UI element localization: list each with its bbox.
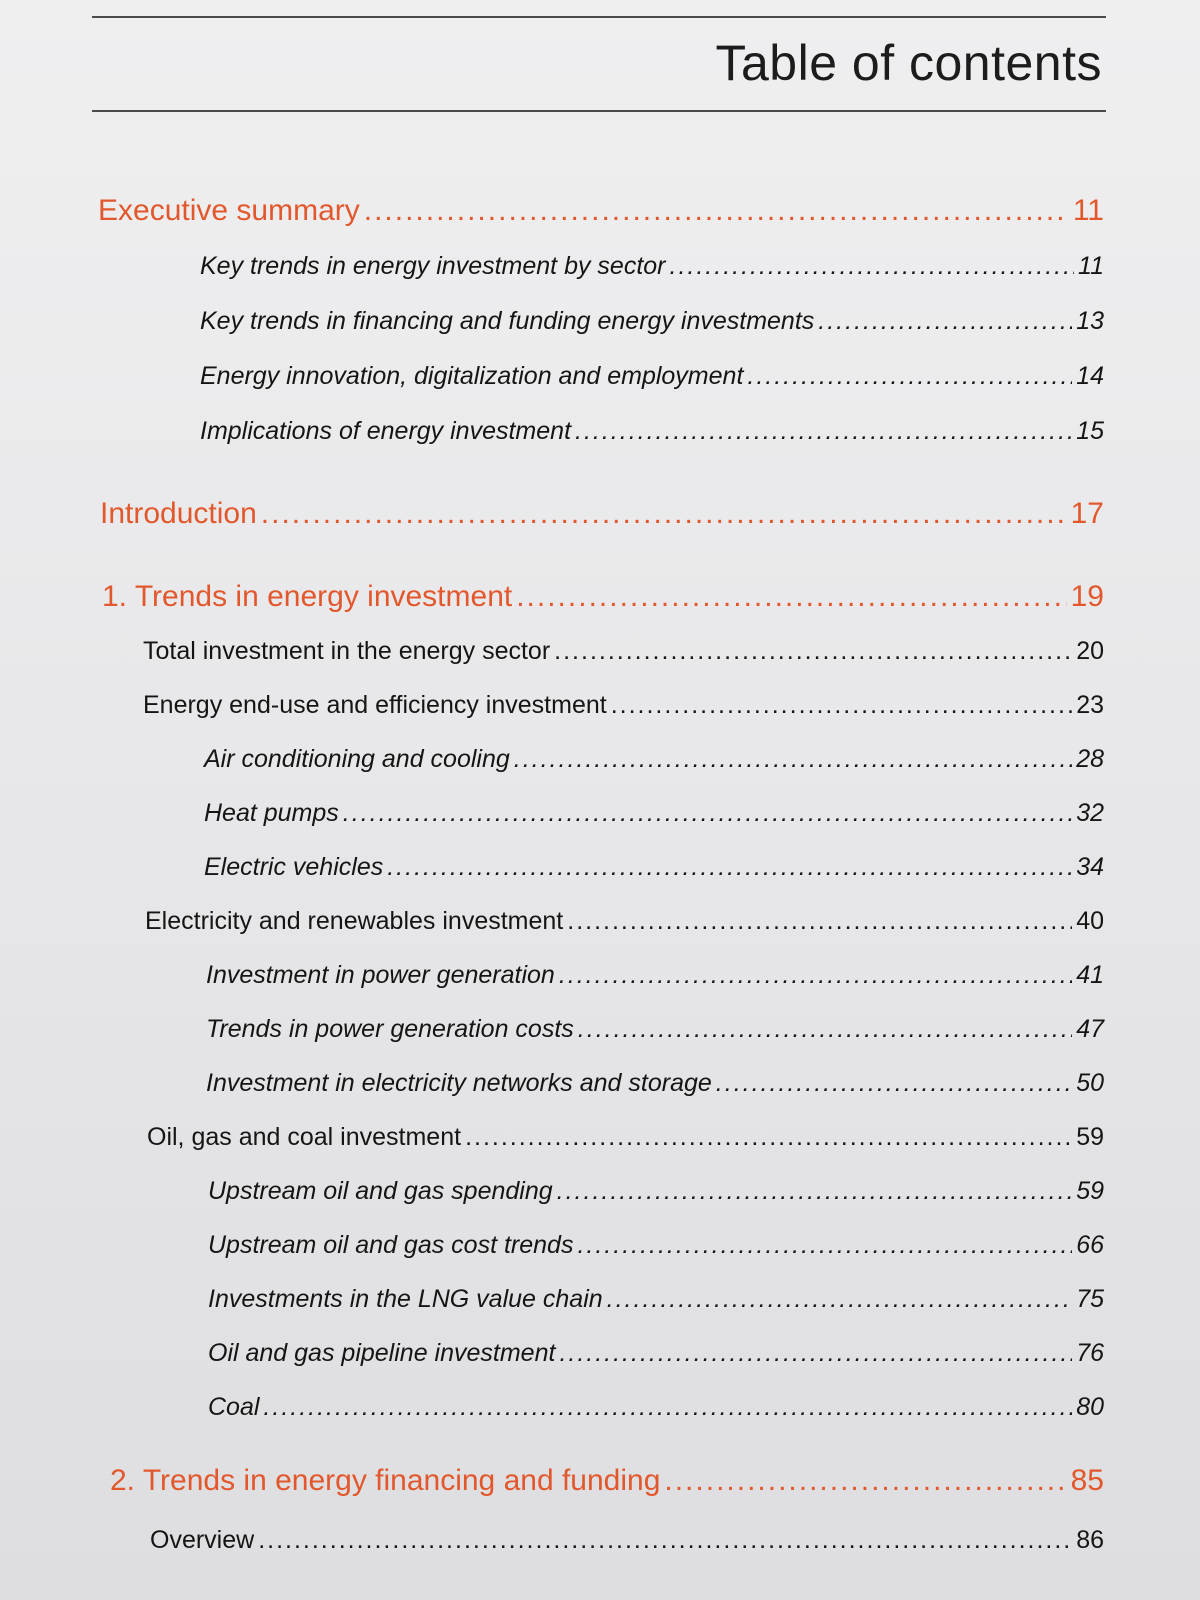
toc-subsection-electric-vehicles[interactable]	[204, 853, 1104, 882]
dot-leader	[263, 1393, 1072, 1422]
toc-section-total-investment[interactable]	[143, 637, 1104, 666]
toc-label: Key trends in financing and funding energy investments	[200, 307, 815, 335]
toc-page-number: 28	[1076, 745, 1104, 773]
dot-leader	[557, 1177, 1073, 1206]
toc-section-electricity-renewables[interactable]	[145, 907, 1104, 936]
toc-subsection-pipeline-investment[interactable]	[208, 1339, 1104, 1368]
toc-label: Heat pumps	[204, 799, 339, 827]
toc-subsection-key-trends-financing[interactable]	[200, 307, 1104, 336]
toc-section-end-use[interactable]	[143, 691, 1104, 720]
dot-leader	[387, 853, 1072, 882]
title-rule	[92, 110, 1106, 112]
dot-leader	[670, 252, 1075, 281]
toc-page-number: 19	[1070, 580, 1104, 613]
toc-section-overview[interactable]	[150, 1526, 1104, 1555]
dot-leader	[747, 362, 1072, 391]
toc-label: Key trends in energy investment by sector	[200, 252, 666, 280]
toc-label: Energy end-use and efficiency investment	[143, 691, 607, 719]
toc-subsection-coal[interactable]	[208, 1393, 1104, 1422]
toc-page-number: 32	[1076, 799, 1104, 827]
toc-label: Introduction	[100, 497, 257, 530]
toc-page-number: 14	[1076, 362, 1104, 390]
toc-page-number: 11	[1078, 252, 1104, 280]
dot-leader	[559, 961, 1072, 990]
toc-page-number: 40	[1076, 907, 1104, 935]
toc-subsection-key-trends-sector[interactable]	[200, 252, 1104, 281]
dot-leader	[818, 307, 1072, 336]
toc-label: Coal	[208, 1393, 260, 1421]
dot-leader	[554, 637, 1072, 666]
toc-subsection-implications[interactable]	[200, 417, 1104, 446]
toc-label: Oil and gas pipeline investment	[208, 1339, 556, 1367]
dot-leader	[258, 1526, 1072, 1555]
dot-leader	[575, 417, 1072, 446]
toc-label: Total investment in the energy sector	[143, 637, 551, 665]
toc-subsection-heat-pumps[interactable]	[204, 799, 1104, 828]
toc-label: Upstream oil and gas spending	[208, 1177, 553, 1205]
toc-subsection-upstream-cost-trends[interactable]	[208, 1231, 1104, 1260]
toc-page-number: 47	[1076, 1015, 1104, 1043]
toc-subsection-power-generation[interactable]	[206, 961, 1104, 990]
dot-leader	[261, 497, 1067, 531]
dot-leader	[343, 799, 1072, 828]
toc-label: Trends in power generation costs	[206, 1015, 574, 1043]
toc-page-number: 75	[1076, 1285, 1104, 1313]
toc-subsection-air-conditioning[interactable]	[204, 745, 1104, 774]
dot-leader	[577, 1231, 1072, 1260]
toc-page-number: 41	[1076, 961, 1104, 989]
dot-leader	[716, 1069, 1072, 1098]
toc-chapter-2[interactable]	[110, 1464, 1104, 1498]
dot-leader	[567, 907, 1072, 936]
toc-page-number: 11	[1072, 194, 1104, 227]
toc-section-oil-gas-coal[interactable]	[147, 1123, 1104, 1152]
toc-label: Investments in the LNG value chain	[208, 1285, 603, 1313]
toc-page-number: 80	[1076, 1393, 1104, 1421]
page-title: Table of contents	[715, 35, 1102, 91]
toc-label: Energy innovation, digitalization and employment	[200, 362, 744, 390]
toc-chapter-introduction[interactable]	[100, 497, 1104, 531]
toc-page-number: 15	[1076, 417, 1104, 445]
toc-label: Electric vehicles	[204, 853, 384, 881]
toc-page-number: 59	[1076, 1123, 1104, 1151]
dot-leader	[514, 745, 1072, 774]
toc-label: Electricity and renewables investment	[145, 907, 564, 935]
dot-leader	[364, 194, 1069, 228]
toc-label: Upstream oil and gas cost trends	[208, 1231, 574, 1259]
toc-page-number: 66	[1076, 1231, 1104, 1259]
toc-label: Executive summary	[98, 194, 360, 227]
dot-leader	[611, 691, 1072, 720]
toc-label: Air conditioning and cooling	[204, 745, 510, 773]
dot-leader	[559, 1339, 1072, 1368]
toc-label: Implications of energy investment	[200, 417, 572, 445]
toc-page-number: 85	[1070, 1464, 1104, 1497]
toc-page-number: 17	[1070, 497, 1104, 530]
toc-page-number: 34	[1076, 853, 1104, 881]
toc-label: Overview	[150, 1526, 255, 1554]
toc-page-number: 20	[1076, 637, 1104, 665]
toc-chapter-executive-summary[interactable]	[98, 194, 1104, 228]
toc-subsection-lng-value-chain[interactable]	[208, 1285, 1104, 1314]
toc-subsection-energy-innovation[interactable]	[200, 362, 1104, 391]
top-rule	[92, 16, 1106, 18]
toc-chapter-1[interactable]	[102, 580, 1104, 614]
dot-leader	[578, 1015, 1072, 1044]
toc-label: 1. Trends in energy investment	[102, 580, 513, 613]
dot-leader	[607, 1285, 1073, 1314]
toc-page-number: 59	[1076, 1177, 1104, 1205]
toc-page-number: 13	[1076, 307, 1104, 335]
toc-page-number: 86	[1076, 1526, 1104, 1554]
toc-page-number: 50	[1076, 1069, 1104, 1097]
toc-subsection-networks-storage[interactable]	[206, 1069, 1104, 1098]
toc-label: Investment in power generation	[206, 961, 555, 989]
dot-leader	[516, 580, 1066, 614]
dot-leader	[664, 1464, 1066, 1498]
toc-label: 2. Trends in energy financing and funding	[110, 1464, 661, 1497]
dot-leader	[465, 1123, 1072, 1152]
toc-subsection-upstream-spending[interactable]	[208, 1177, 1104, 1206]
toc-subsection-generation-costs[interactable]	[206, 1015, 1104, 1044]
toc-label: Investment in electricity networks and storage	[206, 1069, 712, 1097]
toc-page-number: 23	[1076, 691, 1104, 719]
toc-page-number: 76	[1076, 1339, 1104, 1367]
toc-label: Oil, gas and coal investment	[147, 1123, 462, 1151]
